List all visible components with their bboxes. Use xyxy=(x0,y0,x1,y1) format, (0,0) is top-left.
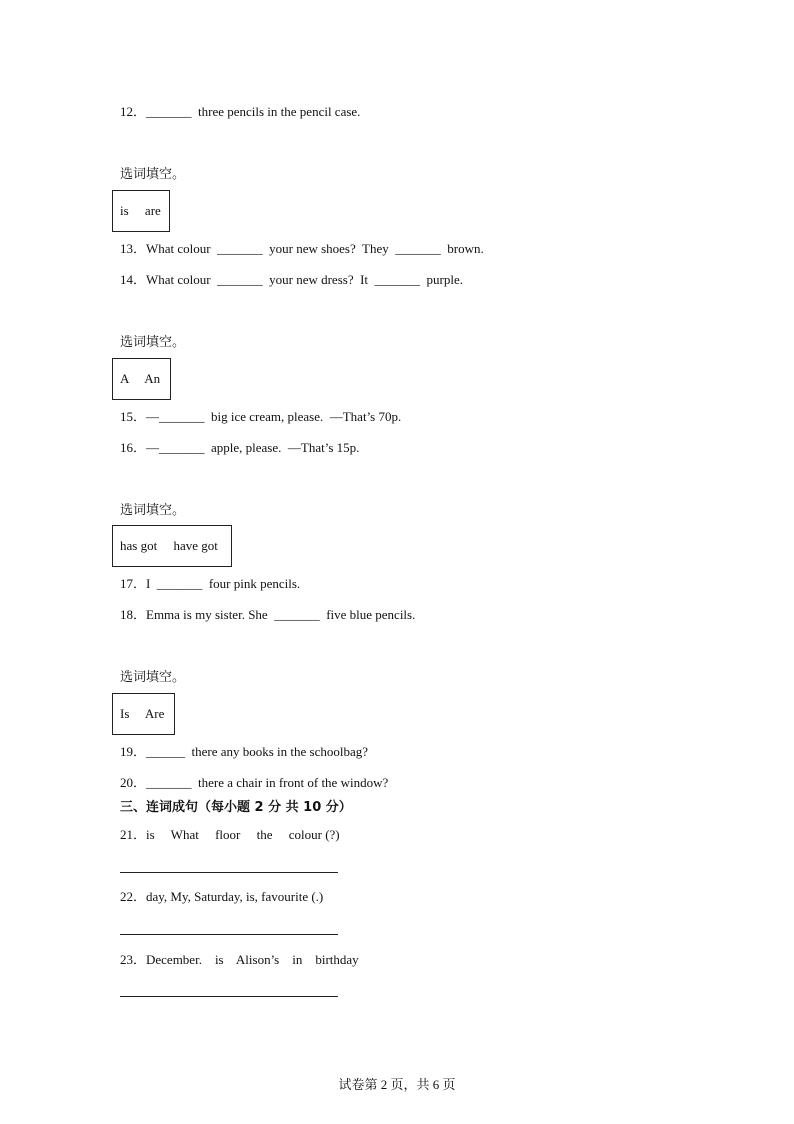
word-box xyxy=(112,190,170,232)
word-box-options: Is Are xyxy=(120,706,165,721)
question-20: 20．_______ there a chair in front of the window? xyxy=(120,775,389,790)
instruction-heading: 选词填空。 xyxy=(120,502,186,517)
question-16: 16．—_______ apple, please. —That’s 15p. xyxy=(120,440,360,455)
word-box-options: is are xyxy=(120,203,161,218)
page-footer: 试卷第 2 页，共 6 页 xyxy=(338,1077,456,1092)
question-15: 15．—_______ big ice cream, please. —That’s 70p. xyxy=(120,409,402,424)
question-18: 18．Emma is my sister. She _______ five blue pencils. xyxy=(120,607,416,622)
section-heading: 三、连词成句（每小题 2 分 共 10 分） xyxy=(120,800,352,815)
question-19: 19．______ there any books in the schoolbag? xyxy=(120,744,369,759)
question-22: 22．day, My, Saturday, is, favourite (.) xyxy=(120,889,324,904)
answer-line xyxy=(120,996,338,997)
question-14: 14．What colour _______ your new dress? It _______ purple. xyxy=(120,272,463,287)
answer-line xyxy=(120,934,338,935)
word-box xyxy=(112,693,175,735)
word-box-options: has got have got xyxy=(120,538,218,553)
word-box xyxy=(112,358,171,400)
answer-line xyxy=(120,872,338,873)
question-13: 13．What colour _______ your new shoes? They _______ brown. xyxy=(120,241,484,256)
word-box xyxy=(112,525,232,567)
word-box-options: A An xyxy=(120,371,161,386)
instruction-heading: 选词填空。 xyxy=(120,166,186,181)
instruction-heading: 选词填空。 xyxy=(120,669,186,684)
instruction-heading: 选词填空。 xyxy=(120,334,186,349)
question-12: 12．_______ three pencils in the pencil case. xyxy=(120,104,361,119)
question-23: 23．December. is Alison’s in birthday xyxy=(120,952,359,967)
question-17: 17．I _______ four pink pencils. xyxy=(120,576,301,591)
question-21: 21．is What floor the colour (?) xyxy=(120,827,340,842)
